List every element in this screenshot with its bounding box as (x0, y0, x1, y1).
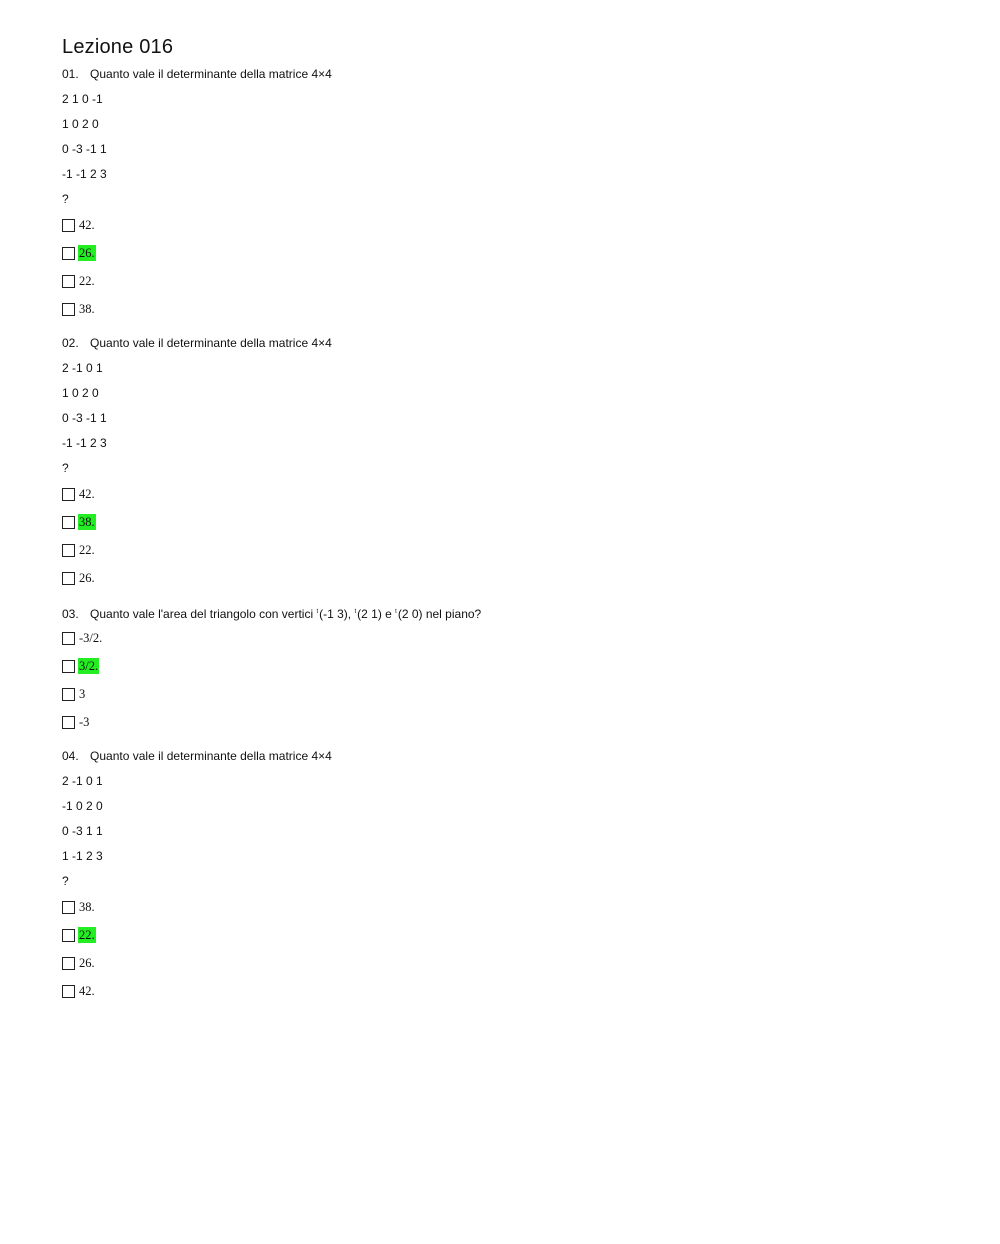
matrix-row: -1 0 2 0 (62, 799, 103, 813)
question-text-part: Quanto vale l'area del triangolo con vertici (90, 607, 317, 621)
question-text: Quanto vale il determinante della matrice 4×4 (90, 336, 332, 350)
answer-checkbox[interactable] (62, 929, 75, 942)
question-text: Quanto vale il determinante della matrice 4×4 (90, 67, 332, 81)
quiz-page (62, 34, 962, 1017)
question-mark: ? (62, 192, 69, 206)
question-02 (62, 335, 962, 587)
answer-option[interactable] (62, 513, 962, 531)
answer-checkbox[interactable] (62, 716, 75, 729)
question-number: 03. (62, 607, 79, 621)
answer-checkbox[interactable] (62, 901, 75, 914)
answer-label: 26. (79, 956, 95, 970)
page-title: Lezione 016 (62, 36, 174, 58)
answer-label: 22. (79, 543, 95, 557)
question-text: Quanto vale il determinante della matrice 4×4 (90, 749, 332, 763)
question-text-part: (2 1) e (357, 607, 396, 621)
answer-option[interactable] (62, 657, 962, 675)
matrix-row: -1 -1 2 3 (62, 436, 107, 450)
answer-label: 3 (79, 687, 86, 701)
answer-label: 42. (79, 487, 95, 501)
answer-label: 42. (79, 218, 95, 232)
answer-option[interactable] (62, 541, 962, 559)
answer-label: 38. (79, 302, 95, 316)
answer-checkbox[interactable] (62, 572, 75, 585)
answer-option[interactable] (62, 982, 962, 1000)
answer-label: 26. (79, 571, 95, 585)
question-03 (62, 604, 962, 731)
answer-option[interactable] (62, 629, 962, 647)
question-header (62, 335, 962, 351)
question-header (62, 748, 962, 764)
answer-checkbox[interactable] (62, 275, 75, 288)
vertex-marker: t (395, 609, 397, 615)
answer-option[interactable] (62, 272, 962, 290)
answer-option[interactable] (62, 926, 962, 944)
answer-checkbox[interactable] (62, 957, 75, 970)
vertex-marker: t (354, 609, 357, 615)
matrix-row: 2 -1 0 1 (62, 361, 103, 375)
answer-option[interactable] (62, 485, 962, 503)
answer-option[interactable] (62, 569, 962, 587)
matrix-row: 2 -1 0 1 (62, 774, 103, 788)
answer-option[interactable] (62, 216, 962, 234)
answer-label: 38. (79, 515, 95, 529)
answer-option[interactable] (62, 954, 962, 972)
question-text-part: (-1 3), (319, 607, 355, 621)
answer-option[interactable] (62, 898, 962, 916)
matrix-row: 1 -1 2 3 (62, 849, 103, 863)
answer-checkbox[interactable] (62, 516, 75, 529)
question-01 (62, 66, 962, 318)
answer-label: -3 (79, 715, 90, 729)
answer-checkbox[interactable] (62, 303, 75, 316)
matrix-row: -1 -1 2 3 (62, 167, 107, 181)
question-header (62, 66, 962, 82)
answer-label: 22. (79, 928, 95, 942)
answer-option[interactable] (62, 300, 962, 318)
matrix-row: 2 1 0 -1 (62, 92, 103, 106)
answer-label: 22. (79, 274, 95, 288)
answer-checkbox[interactable] (62, 985, 75, 998)
matrix-row: 0 -3 1 1 (62, 824, 103, 838)
answer-option[interactable] (62, 244, 962, 262)
answer-checkbox[interactable] (62, 688, 75, 701)
vertex-marker: t (316, 609, 319, 615)
matrix-row: 0 -3 -1 1 (62, 411, 107, 425)
matrix-row: 0 -3 -1 1 (62, 142, 107, 156)
answer-checkbox[interactable] (62, 544, 75, 557)
answer-label: 3/2. (79, 659, 99, 673)
question-04 (62, 748, 962, 1000)
question-number: 02. (62, 336, 79, 350)
answer-label: -3/2. (79, 631, 103, 645)
question-mark: ? (62, 874, 69, 888)
question-header (62, 604, 962, 620)
answer-checkbox[interactable] (62, 219, 75, 232)
matrix-row: 1 0 2 0 (62, 386, 99, 400)
question-mark: ? (62, 461, 69, 475)
answer-checkbox[interactable] (62, 488, 75, 501)
question-text-part: (2 0) nel piano? (397, 607, 482, 621)
answer-label: 42. (79, 984, 95, 998)
answer-option[interactable] (62, 713, 962, 731)
matrix-row: 1 0 2 0 (62, 117, 99, 131)
question-number: 04. (62, 749, 79, 763)
answer-label: 38. (79, 900, 95, 914)
answer-checkbox[interactable] (62, 660, 75, 673)
question-number: 01. (62, 67, 79, 81)
answer-checkbox[interactable] (62, 632, 75, 645)
answer-label: 26. (79, 246, 95, 260)
answer-option[interactable] (62, 685, 962, 703)
answer-checkbox[interactable] (62, 247, 75, 260)
